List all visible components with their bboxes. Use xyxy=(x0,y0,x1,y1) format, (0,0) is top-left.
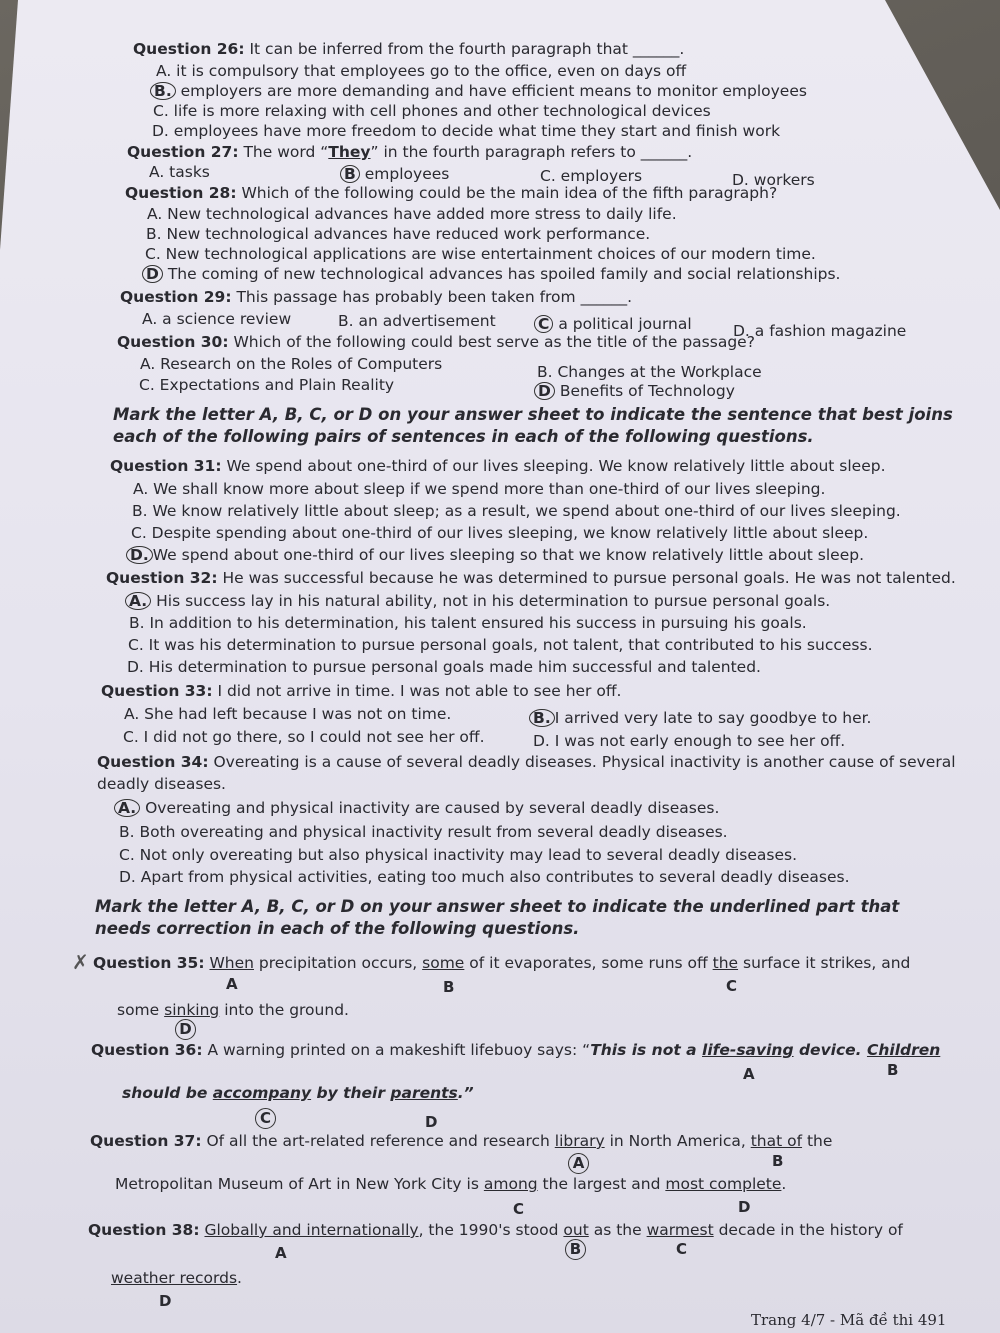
answer-circle: D xyxy=(142,265,163,283)
q33-stem: Question 33: I did not arrive in time. I was not able to see her off. xyxy=(101,682,622,700)
q26-option-d: D. employees have more freedom to decide what time they start and finish work xyxy=(152,122,781,140)
q36-mark-c: C xyxy=(255,1108,276,1129)
section-instruction: Mark the letter A, B, C, or D on your answer sheet to indicate the sentence that best joins each of the following pairs of sentences in each of the following questions. xyxy=(113,405,953,446)
q38-mark-a: A xyxy=(275,1244,287,1262)
q32-stem: Question 32: He was successful because he was determined to pursue personal goals. He was not talented. xyxy=(106,569,956,587)
q35-line2: some sinking into the ground. xyxy=(117,1001,349,1019)
q37-mark-a: A xyxy=(568,1153,589,1174)
q34-option-d: D. Apart from physical activities, eating too much also contributes to several deadly diseases. xyxy=(119,868,850,886)
q32-option-c: C. It was his determination to pursue personal goals, not talent, that contributed to his success. xyxy=(128,636,873,654)
q34-option-b: B. Both overeating and physical inactivity result from several deadly diseases. xyxy=(119,823,728,841)
q37-mark-c: C xyxy=(513,1200,525,1218)
q32-option-d: D. His determination to pursue personal goals made him successful and talented. xyxy=(127,658,761,676)
q33-option-a: A. She had left because I was not on time. xyxy=(124,705,452,723)
q29-option-a: A. a science review xyxy=(142,310,292,328)
q28-option-b: B. New technological advances have reduced work performance. xyxy=(146,225,651,243)
q31-option-a: A. We shall know more about sleep if we spend more than one-third of our lives sleeping. xyxy=(133,480,826,498)
answer-circle: B. xyxy=(150,82,176,100)
answer-circle: B xyxy=(340,165,360,183)
q28-option-c: C. New technological applications are wise entertainment choices of our modern time. xyxy=(145,245,816,263)
q34-option-a: A. Overeating and physical inactivity are caused by several deadly diseases. xyxy=(118,799,719,817)
page-footer: Trang 4/7 - Mã đề thi 491 xyxy=(751,1311,947,1329)
q35-mark-c: C xyxy=(726,977,738,995)
q26-stem: Question 26: It can be inferred from the fourth paragraph that ______. xyxy=(133,40,685,58)
q37-mark-d: D xyxy=(738,1198,751,1216)
q36-mark-d: D xyxy=(425,1113,438,1131)
q27-option-b: B employees xyxy=(344,165,449,183)
q31-option-b: B. We know relatively little about sleep; as a result, we spend about one-third of our lives sleeping. xyxy=(132,502,901,520)
q35-mark-d: D xyxy=(175,1019,196,1040)
q37-line1: Question 37: Of all the art-related reference and research library in North America, that of the xyxy=(90,1132,833,1150)
q29-option-b: B. an advertisement xyxy=(338,312,496,330)
q26-option-c: C. life is more relaxing with cell phones and other technological devices xyxy=(153,102,711,120)
q29-stem: Question 29: This passage has probably been taken from ______. xyxy=(120,288,632,306)
q27-stem: Question 27: The word “They” in the fourth paragraph refers to ______. xyxy=(127,143,693,161)
q36-mark-a: A xyxy=(743,1065,755,1083)
q26-option-a: A. it is compulsory that employees go to the office, even on days off xyxy=(156,62,687,80)
q38-line2: weather records. xyxy=(111,1269,242,1287)
answer-circle: C xyxy=(534,315,553,333)
q28-stem: Question 28: Which of the following could be the main idea of the fifth paragraph? xyxy=(125,184,778,202)
q37-line2: Metropolitan Museum of Art in New York City is among the largest and most complete. xyxy=(115,1175,787,1193)
q27-option-d: D. workers xyxy=(732,171,815,189)
q38-mark-c: C xyxy=(676,1240,688,1258)
q33-option-c: C. I did not go there, so I could not see her off. xyxy=(123,728,485,746)
q38-line1: Question 38: Globally and internationally, the 1990's stood out as the warmest decade in the history of xyxy=(88,1221,903,1239)
q35-mark-a: A xyxy=(226,975,238,993)
q30-option-a: A. Research on the Roles of Computers xyxy=(140,355,443,373)
q38-mark-d: D xyxy=(159,1292,172,1310)
q27-option-c: C. employers xyxy=(540,167,643,185)
q26-option-b: B. employers are more demanding and have efficient means to monitor employees xyxy=(154,82,807,100)
q31-stem: Question 31: We spend about one-third of our lives sleeping. We know relatively little about sleep. xyxy=(110,457,886,475)
q28-option-d: D The coming of new technological advances has spoiled family and social relationships. xyxy=(146,265,840,283)
answer-circle: A. xyxy=(114,799,140,817)
q37-mark-b: B xyxy=(772,1152,784,1170)
q29-option-c: C a political journal xyxy=(538,315,692,333)
q32-option-b: B. In addition to his determination, his talent ensured his success in pursuing his goals. xyxy=(129,614,807,632)
q30-option-b: B. Changes at the Workplace xyxy=(537,363,762,381)
q29-option-d: D. a fashion magazine xyxy=(733,322,907,340)
q31-option-c: C. Despite spending about one-third of our lives sleeping, we know relatively little about sleep. xyxy=(131,524,869,542)
q27-option-a: A. tasks xyxy=(149,163,210,181)
q28-option-a: A. New technological advances have added more stress to daily life. xyxy=(147,205,677,223)
q30-option-d: D Benefits of Technology xyxy=(538,382,735,400)
q33-option-d: D. I was not early enough to see her off. xyxy=(533,732,846,750)
q34-stem-cont: deadly diseases. xyxy=(97,775,226,793)
answer-circle: A. xyxy=(125,592,151,610)
q30-stem: Question 30: Which of the following could best serve as the title of the passage? xyxy=(117,333,755,351)
answer-circle: D. xyxy=(126,546,153,564)
q34-option-c: C. Not only overeating but also physical inactivity may lead to several deadly diseases. xyxy=(119,846,798,864)
q35-mark-b: B xyxy=(443,978,455,996)
q38-mark-b: B xyxy=(565,1239,586,1260)
q33-option-b: B. I arrived very late to say goodbye to her. xyxy=(533,709,871,727)
q36-line1: Question 36: A warning printed on a makeshift lifebuoy says: “This is not a life-saving device. Children xyxy=(91,1041,941,1059)
q32-option-a: A. His success lay in his natural ability, not in his determination to pursue personal goals. xyxy=(129,592,830,610)
q34-stem: Question 34: Overeating is a cause of several deadly diseases. Physical inactivity is another cause of several xyxy=(97,753,956,771)
q35-line1: Question 35: When precipitation occurs, some of it evaporates, some runs off the surface it strikes, and xyxy=(93,954,911,972)
q30-option-c: C. Expectations and Plain Reality xyxy=(139,376,395,394)
q36-mark-b: B xyxy=(887,1061,899,1079)
answer-circle: B. xyxy=(529,709,555,727)
pen-mark: ✗ xyxy=(72,950,89,974)
answer-circle: D xyxy=(534,382,555,400)
section-instruction: Mark the letter A, B, C, or D on your answer sheet to indicate the underlined part that needs correction in each of the following questions. xyxy=(95,897,900,938)
q36-line2: should be accompany by their parents.” xyxy=(122,1084,474,1102)
q31-option-d: D. We spend about one-third of our lives sleeping so that we know relatively little about sleep. xyxy=(130,546,864,564)
